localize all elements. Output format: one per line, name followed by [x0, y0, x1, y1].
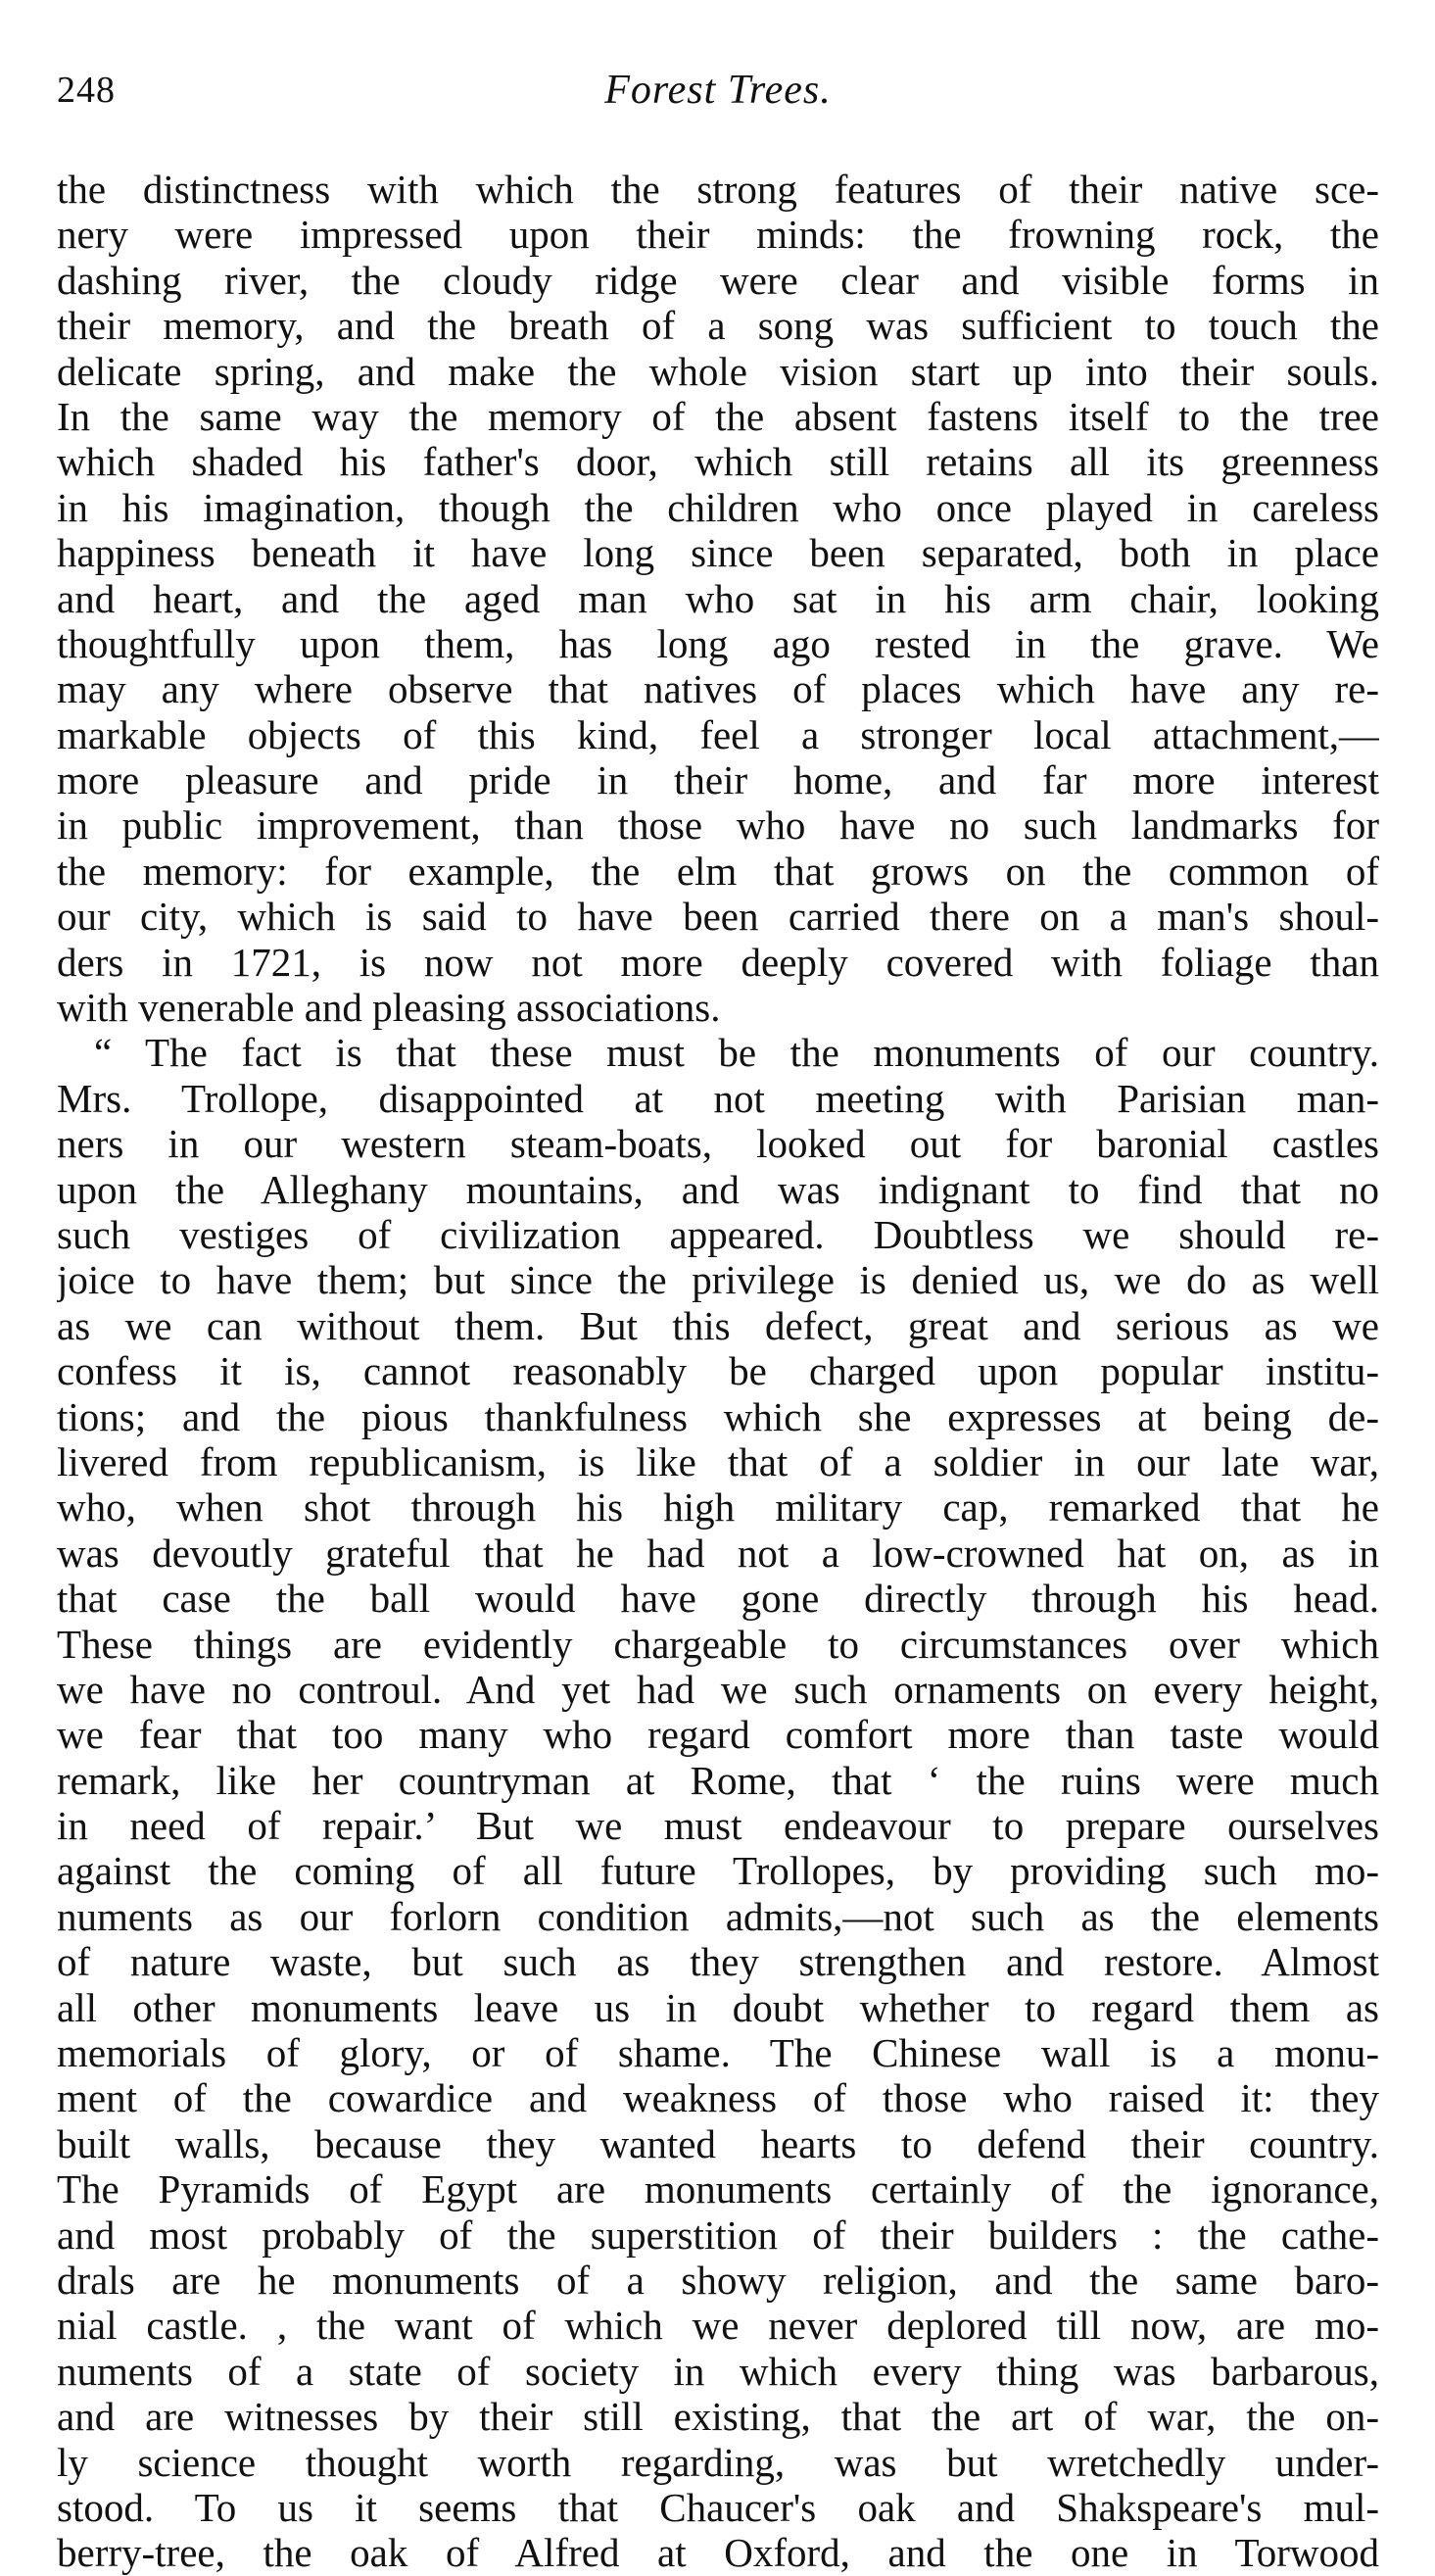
text-line: the memory: for example, the elm that grows on the common of	[57, 848, 1379, 894]
text-line: as we can without them. But this defect, great and serious as we	[57, 1302, 1379, 1348]
text-line: joice to have them; but since the privilege is denied us, we do as well	[57, 1257, 1379, 1303]
text-line: In the same way the memory of the absent fastens itself to the tree	[57, 393, 1379, 439]
text-line: drals are he monuments of a showy religion, and the same baro-	[57, 2257, 1379, 2303]
text-line: numents as our forlorn condition admits,—not such as the elements	[57, 1893, 1379, 1939]
text-line: upon the Alleghany mountains, and was indignant to find that no	[57, 1166, 1379, 1212]
text-line: in his imagination, though the children who once played in careless	[57, 484, 1379, 530]
text-line: their memory, and the breath of a song was sufficient to touch the	[57, 303, 1379, 349]
text-line: These things are evidently chargeable to circumstances over which	[57, 1621, 1379, 1667]
text-line: who, when shot through his high military cap, remarked that he	[57, 1484, 1379, 1531]
text-line: tions; and the pious thankfulness which she expresses at being de-	[57, 1393, 1379, 1439]
text-line: such vestiges of civilization appeared. Doubtless we should re-	[57, 1211, 1379, 1257]
text-line: may any where observe that natives of places which have any re-	[57, 666, 1379, 712]
text-line: all other monuments leave us in doubt whether to regard them as	[57, 1984, 1379, 2030]
body-text	[57, 167, 1379, 2576]
text-line: was devoutly grateful that he had not a low-crowned hat on, as in	[57, 1530, 1379, 1576]
text-line: delicate spring, and make the whole vision start up into their souls.	[57, 348, 1379, 394]
text-line: memorials of glory, or of shame. The Chinese wall is a monu-	[57, 2030, 1379, 2076]
text-line: in need of repair.’ But we must endeavour to prepare ourselves	[57, 1803, 1379, 1849]
text-line: dashing river, the cloudy ridge were clear and visible forms in	[57, 257, 1379, 303]
text-line: we fear that too many who regard comfort more than taste would	[57, 1712, 1379, 1758]
text-line: ment of the cowardice and weakness of those who raised it: they	[57, 2075, 1379, 2121]
text-line: livered from republicanism, is like that of a soldier in our late war,	[57, 1438, 1379, 1484]
text-line: we have no controul. And yet had we such ornaments on every height,	[57, 1666, 1379, 1712]
text-line: with venerable and pleasing associations.	[57, 985, 721, 1031]
text-line: ders in 1721, is now not more deeply covered with foliage than	[57, 939, 1379, 985]
text-line: that case the ball would have gone directly through his head.	[57, 1576, 1379, 1622]
text-line: and are witnesses by their still existing, that the art of war, the on-	[57, 2394, 1379, 2440]
text-line: of nature waste, but such as they strengthen and restore. Almost	[57, 1939, 1379, 1985]
text-line: happiness beneath it have long since been separated, both in place	[57, 530, 1379, 576]
text-line: and most probably of the superstition of their builders : the cathe-	[57, 2211, 1379, 2258]
text-line: stood. To us it seems that Chaucer's oak and Shakspeare's mul-	[57, 2484, 1379, 2530]
text-line: remark, like her countryman at Rome, that ‘ the ruins were much	[57, 1757, 1379, 1803]
text-line: our city, which is said to have been carried there on a man's shoul-	[57, 894, 1379, 940]
paragraph	[57, 167, 1379, 1030]
text-line: ners in our western steam-boats, looked out for baronial castles	[57, 1121, 1379, 1167]
text-line: Mrs. Trollope, disappointed at not meeting with Parisian man-	[57, 1075, 1379, 1121]
text-line: in public improvement, than those who have no such landmarks for	[57, 802, 1379, 849]
book-page	[57, 39, 1379, 2576]
text-line: ly science thought worth regarding, was but wretchedly under-	[57, 2439, 1379, 2485]
text-line: “ The fact is that these must be the monuments of our country.	[94, 1030, 1379, 1076]
text-line: nial castle. , the want of which we never deplored till now, are mo-	[57, 2303, 1379, 2349]
text-line: confess it is, cannot reasonably be charged upon popular institu-	[57, 1348, 1379, 1394]
text-line: nery were impressed upon their minds: the frowning rock, the	[57, 212, 1379, 258]
running-head	[57, 39, 1379, 137]
text-line: more pleasure and pride in their home, and far more interest	[57, 757, 1379, 803]
text-line: the distinctness with which the strong features of their native sce-	[57, 167, 1379, 212]
text-line: The Pyramids of Egypt are monuments certainly of the ignorance,	[57, 2166, 1379, 2212]
text-line: which shaded his father's door, which still retains all its greenness	[57, 439, 1379, 485]
text-line: against the coming of all future Trollopes, by providing such mo-	[57, 1848, 1379, 1894]
page-number: 248	[57, 70, 116, 111]
text-line: and heart, and the aged man who sat in his arm chair, looking	[57, 575, 1379, 621]
running-title: Forest Trees.	[604, 68, 832, 113]
text-line: thoughtfully upon them, has long ago rested in the grave. We	[57, 620, 1379, 666]
paragraph	[57, 1030, 1379, 2575]
text-line: built walls, because they wanted hearts to defend their country.	[57, 2120, 1379, 2166]
text-line: numents of a state of society in which every thing was barbarous,	[57, 2348, 1379, 2394]
text-line: berry-tree, the oak of Alfred at Oxford, and the one in Torwood	[57, 2530, 1379, 2576]
text-line: markable objects of this kind, feel a stronger local attachment,—	[57, 711, 1379, 757]
